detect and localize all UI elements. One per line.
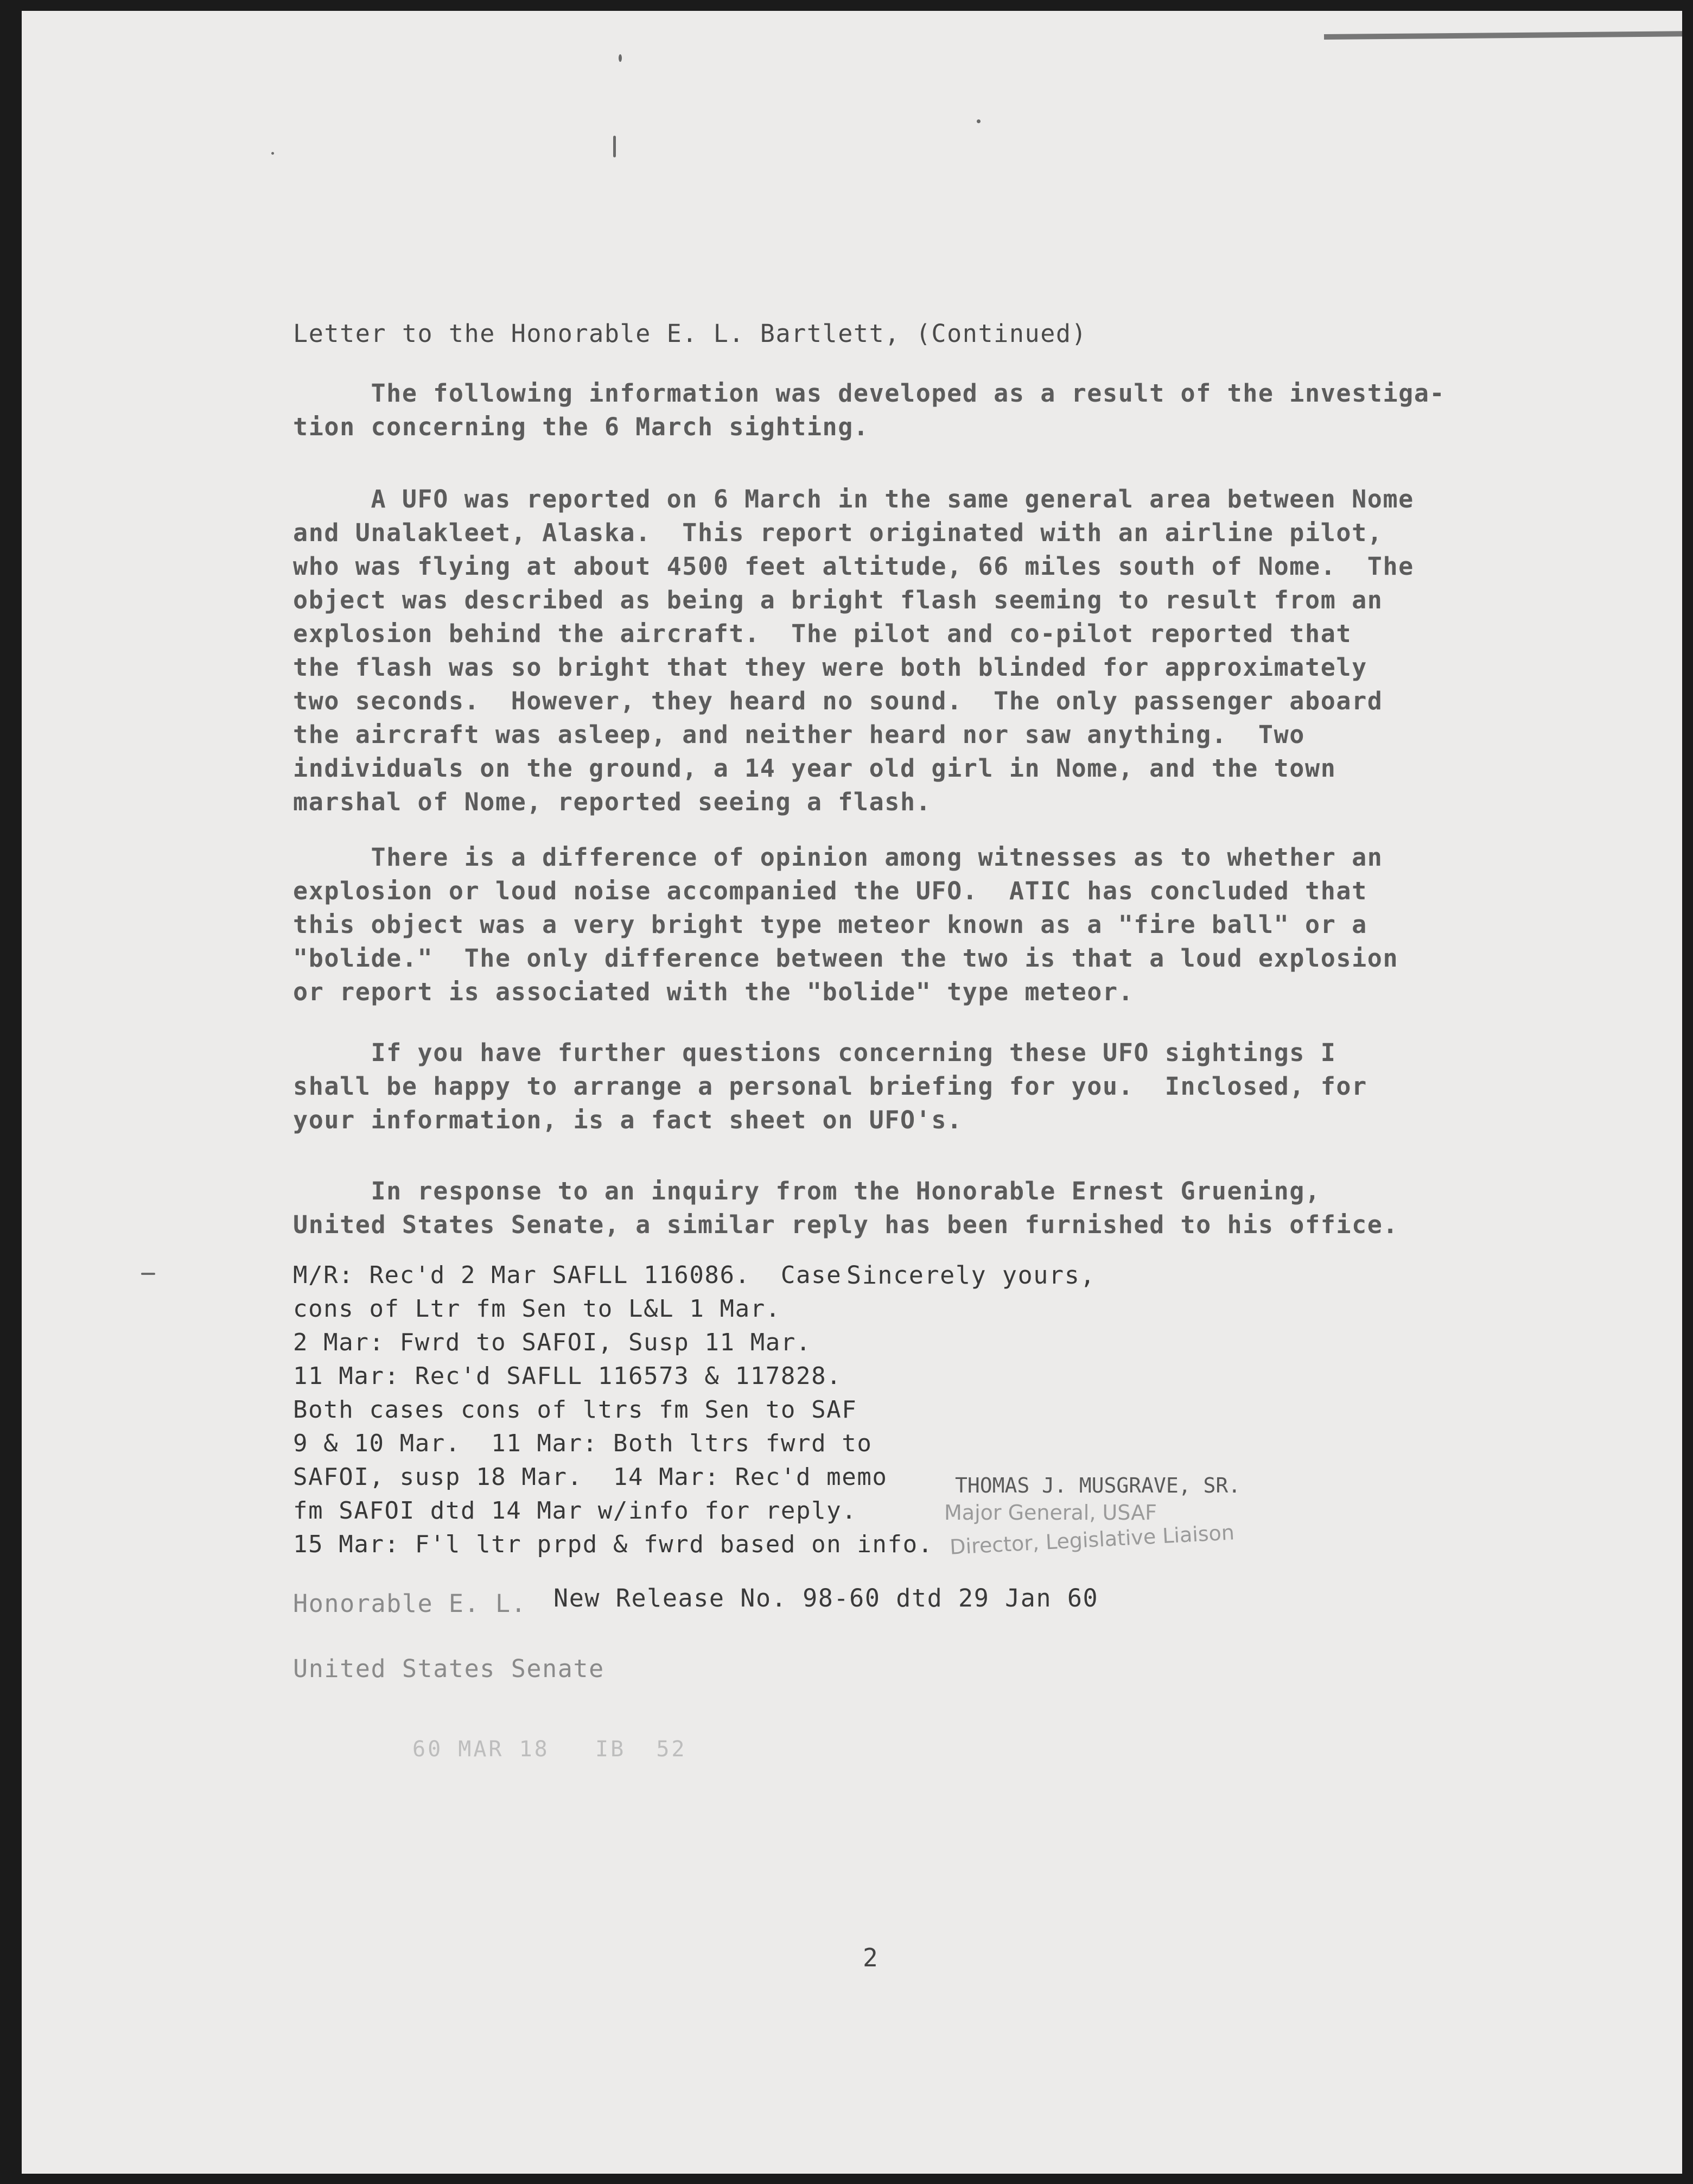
body-line: tion concerning the 6 March sighting. — [293, 412, 869, 441]
news-release-note: New Release No. 98-60 dtd 29 Jan 60 — [553, 1584, 1099, 1612]
body-line: your information, is a fact sheet on UFO's. — [293, 1106, 963, 1134]
body-line: two seconds. However, they heard no sound. The only passenger aboard — [293, 687, 1383, 715]
signature-title: Major General, USAF — [944, 1501, 1157, 1525]
body-line: There is a difference of opinion among witnesses as to whether an — [293, 843, 1383, 872]
body-line: shall be happy to arrange a personal briefing for you. Inclosed, for — [293, 1072, 1367, 1101]
dust-speck — [977, 119, 981, 123]
memo-line: 2 Mar: Fwrd to SAFOI, Susp 11 Mar. — [293, 1329, 812, 1356]
document-page — [22, 11, 1682, 2174]
addressee-line-2: United States Senate — [293, 1654, 604, 1683]
dust-speck — [613, 136, 616, 157]
body-line: explosion or loud noise accompanied the UFO. ATIC has concluded that — [293, 877, 1367, 905]
letter-heading: Letter to the Honorable E. L. Bartlett, (Continued) — [293, 319, 1087, 348]
body-line: this object was a very bright type meteor known as a "fire ball" or a — [293, 910, 1367, 939]
dust-speck — [271, 152, 274, 155]
body-line: or report is associated with the "bolide" type meteor. — [293, 977, 1134, 1006]
signature-office: Director, Legislative Liaison — [949, 1520, 1235, 1559]
memo-line: Both cases cons of ltrs fm Sen to SAF — [293, 1396, 857, 1424]
body-line: If you have further questions concerning these UFO sightings I — [293, 1038, 1336, 1067]
dust-speck — [619, 54, 622, 62]
body-line: marshal of Nome, reported seeing a flash. — [293, 788, 932, 816]
body-line: explosion behind the aircraft. The pilot and co-pilot reported that — [293, 619, 1352, 648]
body-line: In response to an inquiry from the Honorable Ernest Gruening, — [293, 1177, 1321, 1205]
dust-speck — [141, 1273, 155, 1275]
body-line: United States Senate, a similar reply has been furnished to his office. — [293, 1210, 1399, 1239]
memo-line: cons of Ltr fm Sen to L&L 1 Mar. — [293, 1295, 781, 1323]
memo-line: fm SAFOI dtd 14 Mar w/info for reply. — [293, 1497, 857, 1525]
body-line: the flash was so bright that they were both blinded for approximately — [293, 653, 1367, 682]
body-line: object was described as being a bright flash seeming to result from an — [293, 586, 1383, 614]
signature-name: THOMAS J. MUSGRAVE, SR. — [955, 1474, 1241, 1497]
body-line: A UFO was reported on 6 March in the same general area between Nome — [293, 485, 1414, 513]
body-line: The following information was developed as a result of the investiga- — [293, 379, 1446, 408]
memo-line: 11 Mar: Rec'd SAFLL 116573 & 117828. — [293, 1362, 842, 1390]
body-line: individuals on the ground, a 14 year old girl in Nome, and the town — [293, 754, 1336, 783]
memo-line: SAFOI, susp 18 Mar. 14 Mar: Rec'd memo — [293, 1463, 888, 1491]
body-line: and Unalakleet, Alaska. This report originated with an airline pilot, — [293, 518, 1383, 547]
received-stamp: 60 MAR 18 IB 52 — [412, 1737, 687, 1762]
body-line: "bolide." The only difference between the two is that a loud explosion — [293, 944, 1399, 973]
memo-line: M/R: Rec'd 2 Mar SAFLL 116086. Case — [293, 1261, 842, 1289]
body-line: who was flying at about 4500 feet altitude, 66 miles south of Nome. The — [293, 552, 1414, 581]
memo-line: 9 & 10 Mar. 11 Mar: Both ltrs fwrd to — [293, 1430, 873, 1457]
addressee-line-1: Honorable E. L. — [293, 1589, 527, 1618]
scan-edge-shadow — [1324, 31, 1682, 40]
body-line: the aircraft was asleep, and neither heard nor saw anything. Two — [293, 720, 1305, 749]
closing: Sincerely yours, — [846, 1261, 1096, 1290]
memo-line: 15 Mar: F'l ltr prpd & fwrd based on info. — [293, 1531, 933, 1558]
page-number: 2 — [863, 1943, 878, 1972]
